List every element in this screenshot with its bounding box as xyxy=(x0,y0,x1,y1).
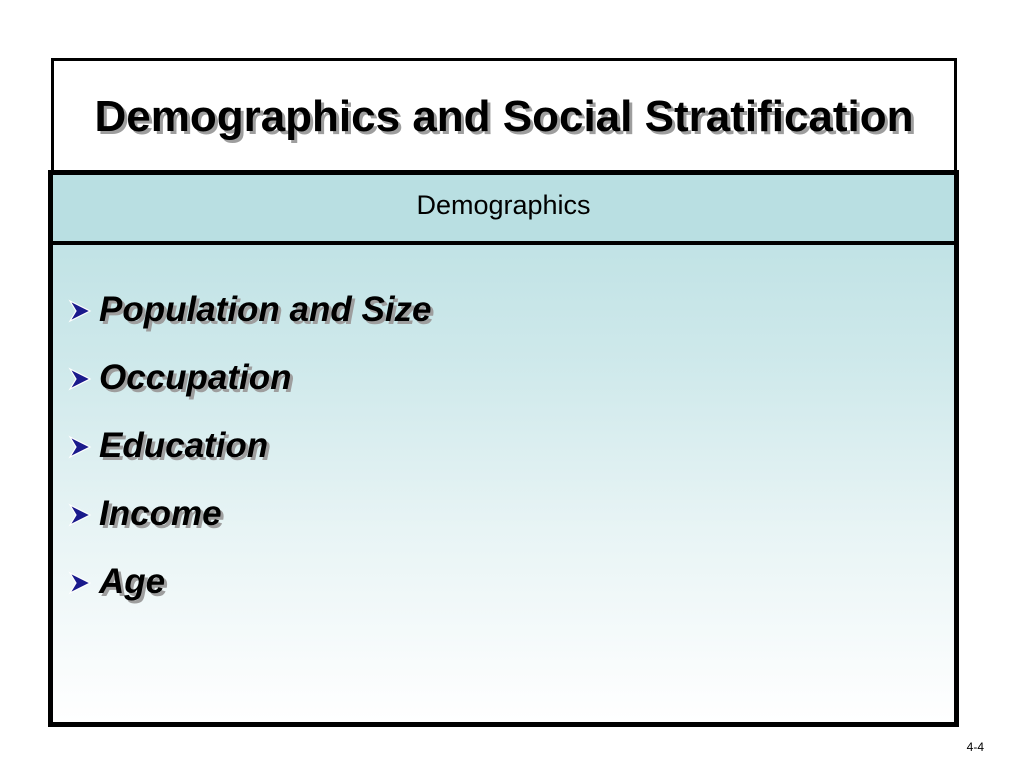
bullet-label: Population and Size xyxy=(99,290,432,329)
content-panel xyxy=(48,170,959,727)
list-item xyxy=(67,341,432,415)
bullet-label: Age xyxy=(99,562,166,601)
arrow-bullet-icon xyxy=(67,570,93,596)
list-item xyxy=(67,545,432,619)
list-item xyxy=(67,273,432,347)
slide-number: 4-4 xyxy=(966,740,984,754)
arrow-bullet-icon xyxy=(67,366,93,392)
list-item xyxy=(67,477,432,551)
arrow-bullet-icon xyxy=(67,298,93,324)
bullet-label: Occupation xyxy=(99,358,292,397)
slide-title: Demographics and Social Stratification xyxy=(94,92,914,141)
bullet-label: Income xyxy=(99,494,222,533)
subheader-label: Demographics xyxy=(416,189,591,220)
bullet-label: Education xyxy=(99,426,269,465)
arrow-bullet-icon xyxy=(67,434,93,460)
title-box xyxy=(51,58,957,173)
arrow-bullet-icon xyxy=(67,502,93,528)
bullet-list xyxy=(67,273,432,619)
list-item xyxy=(67,409,432,483)
subheader-bar xyxy=(53,175,954,245)
